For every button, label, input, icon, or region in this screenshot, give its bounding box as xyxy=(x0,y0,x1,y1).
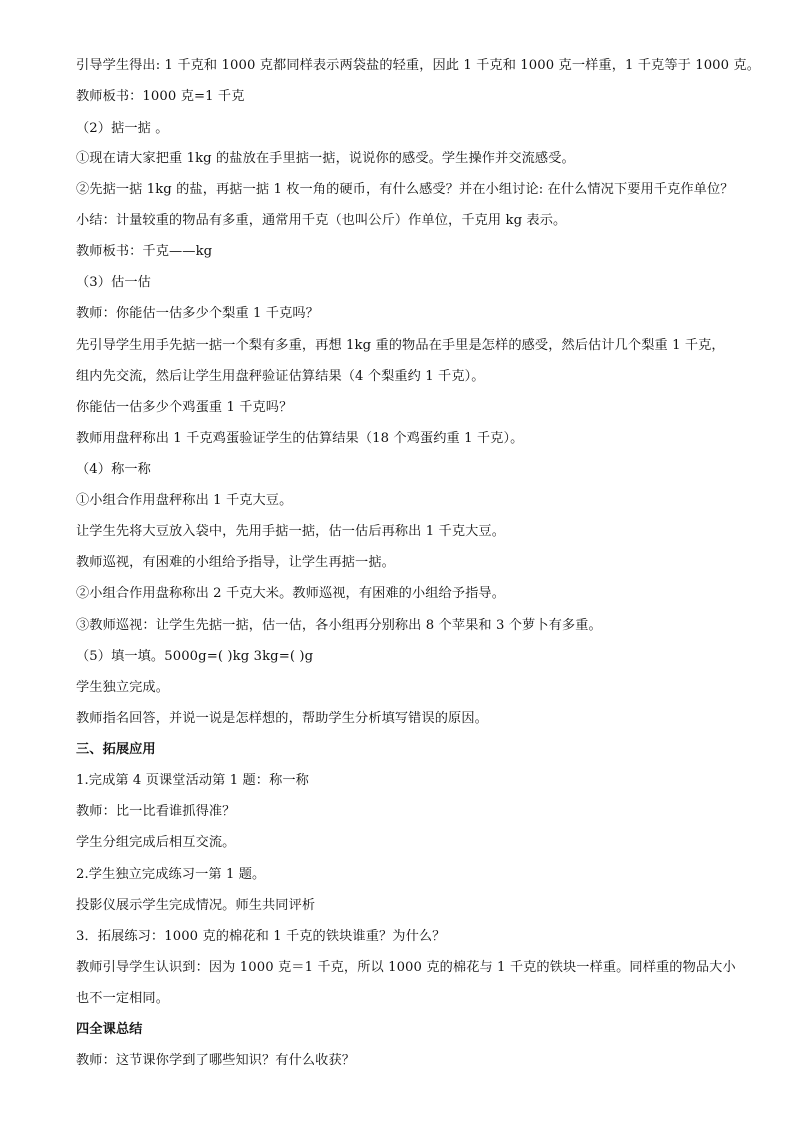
section-heading: （2）掂一掂 。 xyxy=(76,121,169,136)
paragraph-line: 3．拓展练习：1000 克的棉花和 1 千克的铁块谁重？为什么？ xyxy=(76,929,446,944)
paragraph-line: 学生分组完成后相互交流。 xyxy=(76,835,236,850)
paragraph-line: 先引导学生用手先掂一掂一个梨有多重，再想 1kg 重的物品在手里是怎样的感受，然后估计几个梨重 1 千克， xyxy=(76,338,725,353)
paragraph-line: 教师用盘秤称出 1 千克鸡蛋验证学生的估算结果（18 个鸡蛋约重 1 千克）。 xyxy=(76,431,524,446)
paragraph-line: 学生独立完成。 xyxy=(76,680,170,695)
paragraph-line: 引导学生得出: 1 千克和 1000 克都同样表示两袋盐的轻重，因此 1 千克和 1000 克一样重，1 千克等于 1000 克。 xyxy=(76,58,761,73)
paragraph-line: 教师巡视，有困难的小组给予指导，让学生再掂一掂。 xyxy=(76,555,395,570)
paragraph-line: 1.完成第 4 页课堂活动第 1 题：称一称 xyxy=(76,773,309,788)
section-heading: 三、拓展应用 xyxy=(76,742,156,757)
paragraph-line: 2.学生独立完成练习一第 1 题。 xyxy=(76,867,266,882)
paragraph-line: 教师引导学生认识到：因为 1000 克＝1 千克，所以 1000 克的棉花与 1 千克的铁块一样重。同样重的物品大小 xyxy=(76,960,736,975)
paragraph-line: 投影仪展示学生完成情况。师生共同评析 xyxy=(76,898,316,913)
paragraph-line: 也不一定相同。 xyxy=(76,991,170,1006)
paragraph-line: 教师：这节课你学到了哪些知识？有什么收获？ xyxy=(76,1053,356,1068)
paragraph-line: ①小组合作用盘秤称出 1 千克大豆。 xyxy=(76,493,293,508)
paragraph-line: 教师：你能估一估多少个梨重 1 千克吗？ xyxy=(76,306,319,321)
paragraph-line: 教师：比一比看谁抓得准？ xyxy=(76,804,236,819)
paragraph-line: 让学生先将大豆放入袋中，先用手掂一掂，估一估后再称出 1 千克大豆。 xyxy=(76,524,505,539)
paragraph-line: ②先掂一掂 1kg 的盐，再掂一掂 1 枚一角的硬币，有什么感受？并在小组讨论: 在什么情况下要用千克作单位？ xyxy=(76,182,734,197)
fill-blank-line: （5）填一填。5000g=( )kg 3kg=( )g xyxy=(76,649,314,664)
paragraph-line: 教师板书：1000 克=1 千克 xyxy=(76,89,245,104)
paragraph-line: 教师指名回答，并说一说是怎样想的，帮助学生分析填写错误的原因。 xyxy=(76,711,488,726)
section-heading: （4）称一称 xyxy=(76,462,151,477)
paragraph-line: ③教师巡视：让学生先掂一掂，估一估，各小组再分别称出 8 个苹果和 3 个萝卜有多重。 xyxy=(76,618,602,633)
paragraph-line: 组内先交流，然后让学生用盘秤验证估算结果（4 个梨重约 1 千克）。 xyxy=(76,369,485,384)
paragraph-line: 小结：计量较重的物品有多重，通常用千克（也叫公斤）作单位，千克用 kg 表示。 xyxy=(76,213,567,228)
section-heading: 四全课总结 xyxy=(76,1022,143,1037)
paragraph-line: ①现在请大家把重 1kg 的盐放在手里掂一掂，说说你的感受。学生操作并交流感受。 xyxy=(76,151,575,166)
paragraph-line: 你能估一估多少个鸡蛋重 1 千克吗？ xyxy=(76,400,293,415)
paragraph-line: ②小组合作用盘称称出 2 千克大米。教师巡视，有困难的小组给予指导。 xyxy=(76,586,505,601)
section-heading: （3）估一估 xyxy=(76,275,151,290)
paragraph-line: 教师板书：千克——kg xyxy=(76,244,213,259)
